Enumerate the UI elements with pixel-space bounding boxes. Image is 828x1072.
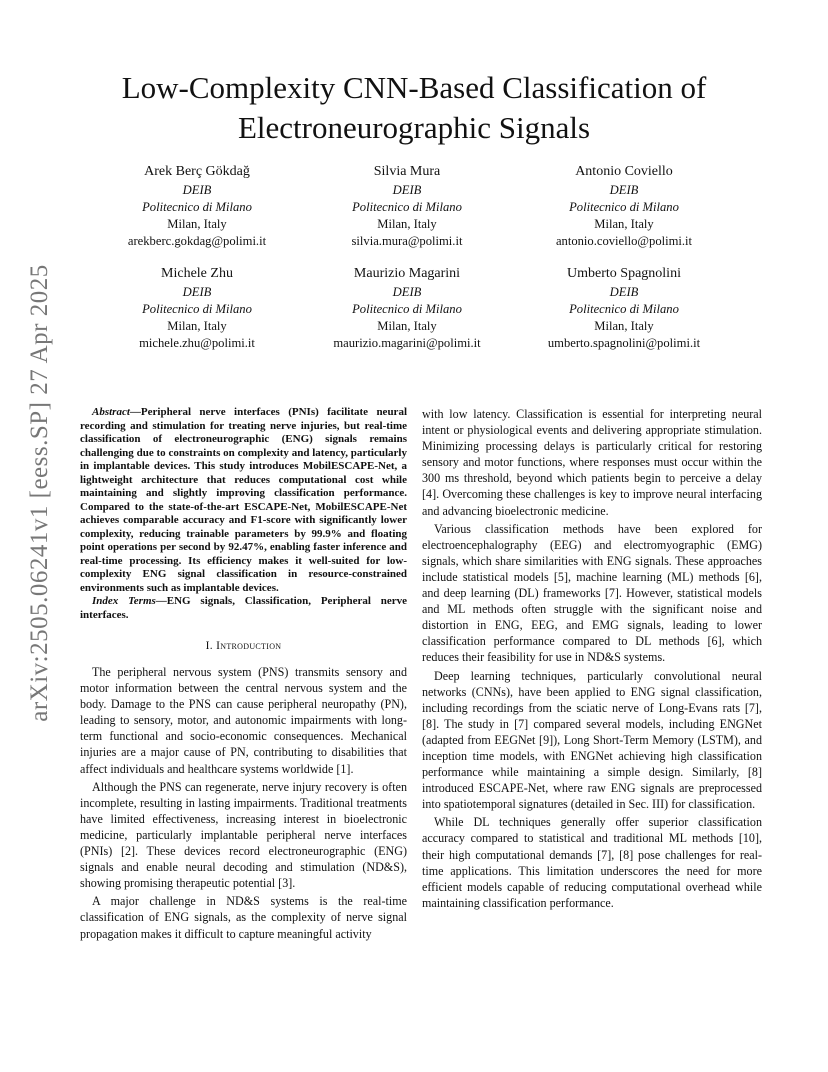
index-terms	[80, 595, 407, 622]
paper-title	[60, 68, 768, 148]
author-name: Michele Zhu	[161, 266, 233, 281]
author-email: michele.zhu@polimi.it	[139, 336, 255, 350]
author-location: Milan, Italy	[167, 319, 227, 333]
author-dept: DEIB	[392, 183, 422, 197]
body-paragraph: Deep learning techniques, particularly convolutional neural networks (CNNs), have been applied to ENG signal classification, including recordings from the sciatic nerve of Long-Evans rats [7], [8]. The study in [7] compared several models, including ENGNet (adapted from EEGNet [9]), Long Short-Term Memory (LSTM), and inception time models, with ENGNet achieving high classification performance while maintaining a simple design. Similarly, [8] introduced ESCAPE-Net, where raw ENG signals are preprocessed into spatiotemporal signatures (detailed in Sec. III) for classification.	[422, 668, 762, 812]
author-name: Arek Berç Gökdağ	[144, 164, 250, 179]
index-terms-label: Index Terms	[92, 595, 156, 607]
author-dept: DEIB	[609, 285, 639, 299]
author-institution: Politecnico di Milano	[142, 302, 252, 316]
body-paragraph: A major challenge in ND&S systems is the real-time classification of ENG signals, as the complexity of nerve signal propagation makes it difficult to capture meaningful activity	[80, 894, 407, 941]
author-name: Umberto Spagnolini	[567, 266, 681, 281]
author-block	[287, 162, 527, 250]
author-institution: Politecnico di Milano	[352, 302, 462, 316]
author-name: Maurizio Magarini	[353, 266, 461, 281]
author-institution: Politecnico di Milano	[569, 200, 679, 214]
author-location: Milan, Italy	[377, 217, 437, 231]
author-location: Milan, Italy	[594, 217, 654, 231]
author-email: maurizio.magarini@polimi.it	[333, 336, 481, 350]
author-dept: DEIB	[392, 285, 422, 299]
author-block	[287, 264, 527, 352]
author-institution: Politecnico di Milano	[569, 302, 679, 316]
author-location: Milan, Italy	[377, 319, 437, 333]
body-paragraph: While DL techniques generally offer superior classification accuracy compared to statistical and traditional ML methods [10], their high computational demands [7], [8] pose challenges for real-time applications. This limitation underscores the need for more efficient models capable of reducing computational overhead while maintaining classification performance.	[422, 815, 762, 910]
author-email: silvia.mura@polimi.it	[351, 234, 463, 248]
author-email: arekberc.gokdag@polimi.it	[127, 234, 267, 248]
body-paragraph: The peripheral nervous system (PNS) transmits sensory and motor information between the central nervous system and the body. Damage to the PNS can cause peripheral neuropathy (PN), leading to sensory, motor, and autonomic impairments with long-term functional and socio-economic consequences. Mechanical injuries are a major cause of PN, contributing to disabilities that affect individuals and healthcare systems worldwide [1].	[80, 665, 407, 776]
body-paragraph: with low latency. Classification is essential for interpreting neural intent or physiological events and delivering appropriate stimulation. Minimizing processing delays is particularly critical for restoring sensory and motor functions, where responses must occur within the 300 ms threshold, beyond which patients begin to perceive a delay [4]. Overcoming these challenges is key to improve neural interfacing and advancing bioelectronic medicine.	[422, 407, 762, 518]
author-location: Milan, Italy	[167, 217, 227, 231]
author-block	[504, 264, 744, 352]
author-email: umberto.spagnolini@polimi.it	[547, 336, 701, 350]
body-paragraph: Various classification methods have been explored for electroencephalography (EEG) and electromyographic (EMG) signals, which share similarities with ENG signals. These approaches include statistical models [5], machine learning (ML) methods [6], and deep learning (DL) frameworks [7]. However, statistical models and ML methods often struggle with the significant noise and distortion in ENG, EEG, and EMG signals, leading to lower classification performance compared to DL methods [6], which reduces their feasibility for use in ND&S systems.	[422, 521, 762, 665]
author-name: Silvia Mura	[373, 164, 441, 179]
abstract	[80, 406, 407, 595]
author-block	[504, 162, 744, 250]
author-name: Antonio Coviello	[575, 164, 673, 179]
author-dept: DEIB	[182, 183, 212, 197]
author-location: Milan, Italy	[594, 319, 654, 333]
right-column	[422, 406, 762, 913]
section-number: I.	[205, 640, 213, 652]
section-title: Introduction	[216, 640, 282, 652]
abstract-label: Abstract	[92, 406, 130, 418]
section-heading	[80, 640, 407, 652]
author-dept: DEIB	[182, 285, 212, 299]
author-institution: Politecnico di Milano	[352, 200, 462, 214]
author-dept: DEIB	[609, 183, 639, 197]
title-line-2: Electroneurographic Signals	[237, 110, 591, 145]
abstract-text: —Peripheral nerve interfaces (PNIs) facilitate neural recording and stimulation for treating nerve injuries, but real-time classification of electroneurographic (ENG) signals remains challenging due to constraints on complexity and latency, particularly in implantable devices. This study introduces MobilESCAPE-Net, a lightweight architecture that reduces computational cost while maintaining and slightly improving classification performance. Compared to the state-of-the-art ESCAPE-Net, MobilESCAPE-Net achieves comparable accuracy and F1-score with significantly lower complexity, reducing trainable parameters by 99.9% and floating point operations per second by 92.47%, enabling faster inference and real-time processing. Its efficiency makes it well-suited for low-complexity ENG signal classification in resource-constrained environments such as implantable devices.	[80, 406, 407, 594]
left-column	[80, 406, 407, 944]
arxiv-stamp: arXiv:2505.06241v1 [eess.SP] 27 Apr 2025	[26, 264, 53, 722]
body-paragraph: Although the PNS can regenerate, nerve injury recovery is often incomplete, resulting in lasting impairments. Traditional treatments have limited effectiveness, increasing interest in bioelectronic medicine, particularly implantable peripheral nerve interfaces (PNIs) [2]. These devices record electroneurographic (ENG) signals and enable neural decoding and stimulation (ND&S), showing promising therapeutic potential [3].	[80, 779, 407, 891]
index-terms-text: —ENG signals, Classification, Peripheral nerve interfaces.	[80, 595, 407, 621]
author-block	[77, 162, 317, 250]
title-line-1: Low-Complexity CNN-Based Classification of	[121, 70, 707, 105]
author-block	[77, 264, 317, 352]
author-email: antonio.coviello@polimi.it	[555, 234, 693, 248]
author-institution: Politecnico di Milano	[142, 200, 252, 214]
